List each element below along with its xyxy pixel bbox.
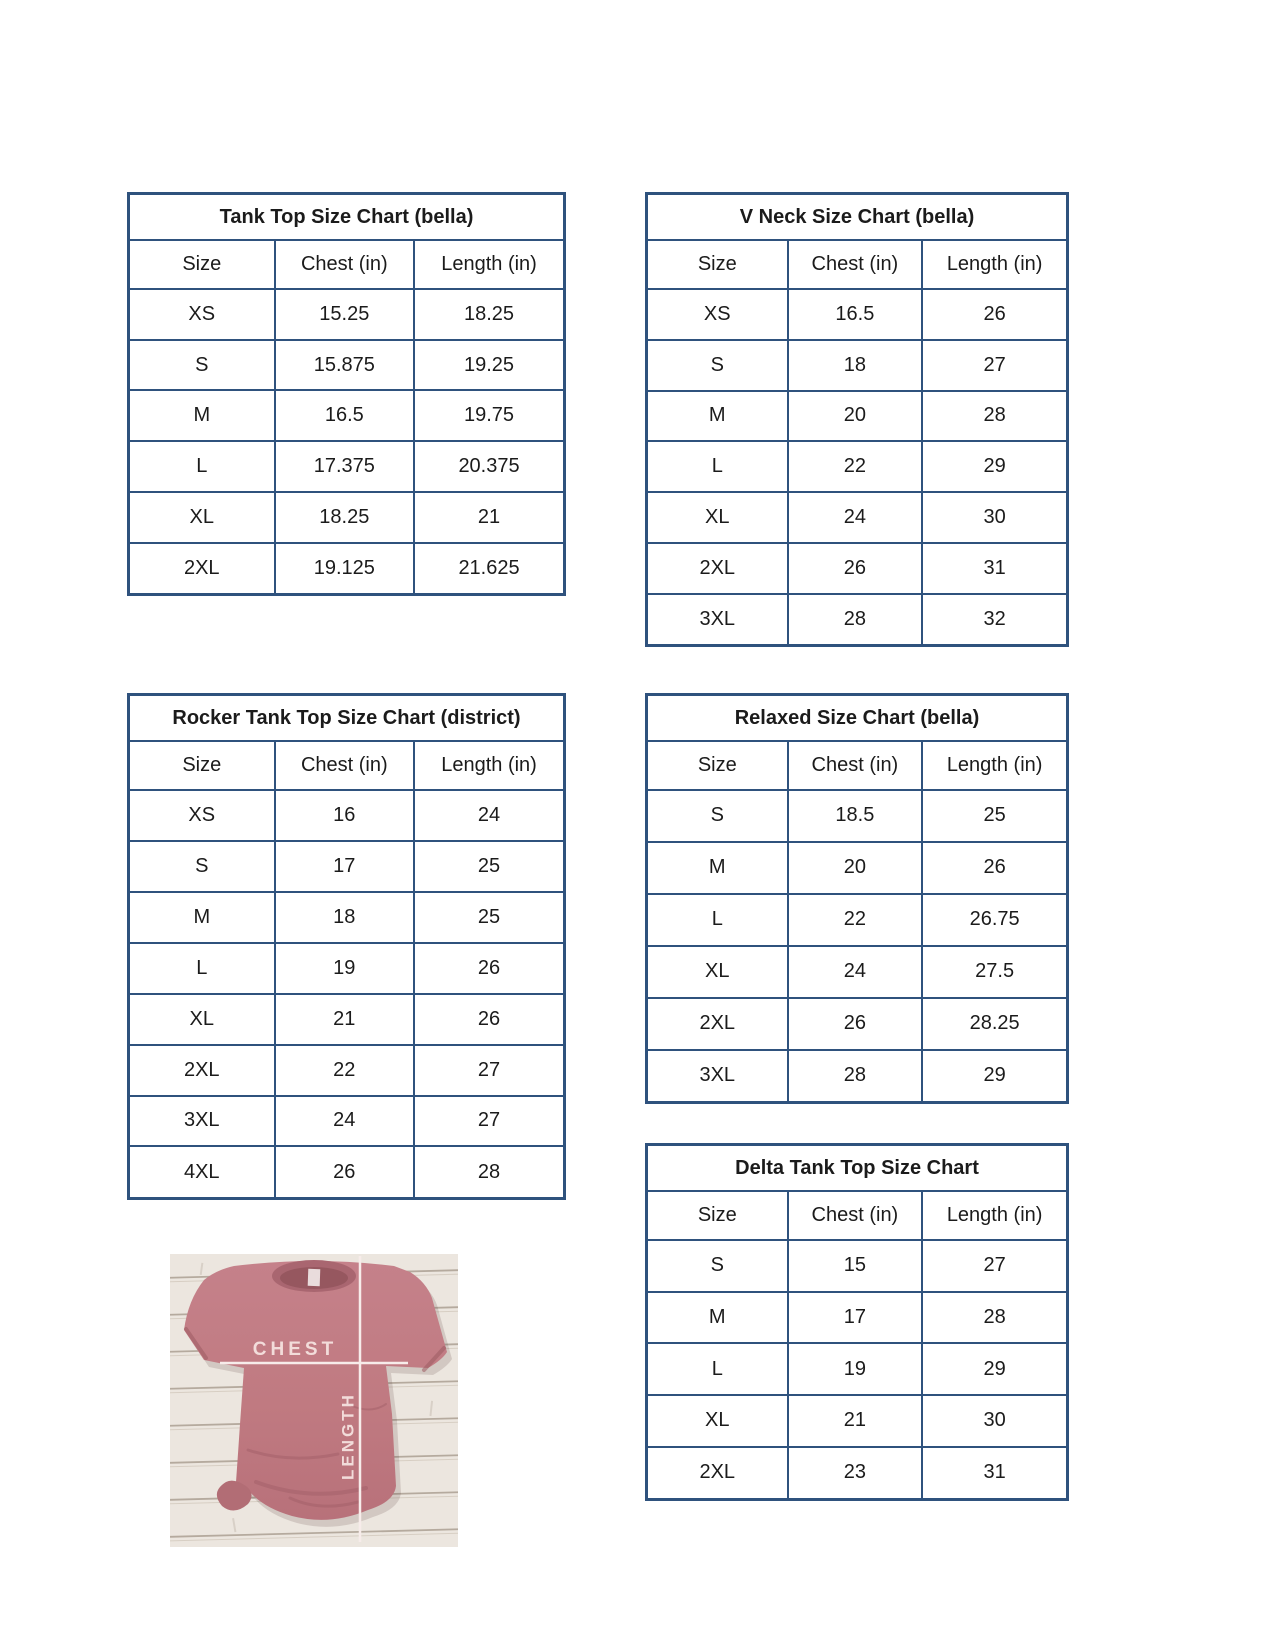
column-header: Size — [129, 741, 275, 790]
chest-label: CHEST — [252, 1339, 338, 1360]
column-header: Length (in) — [922, 741, 1067, 790]
data-cell: 29 — [922, 1050, 1067, 1103]
table-row — [647, 492, 1068, 543]
data-cell: 27 — [922, 340, 1067, 391]
column-header: Size — [647, 741, 788, 790]
data-cell: 32 — [922, 594, 1067, 646]
column-header: Size — [129, 240, 275, 289]
data-cell: 22 — [788, 441, 923, 492]
data-cell: 18 — [788, 340, 923, 391]
data-cell: XL — [647, 946, 788, 998]
data-cell: 28 — [922, 1292, 1067, 1344]
data-cell: 2XL — [129, 543, 275, 595]
data-cell: 28 — [788, 594, 923, 646]
data-cell: S — [129, 340, 275, 391]
data-cell: 24 — [275, 1096, 415, 1147]
data-cell: 17 — [788, 1292, 923, 1344]
data-cell: 17.375 — [275, 441, 415, 492]
data-cell: 28 — [922, 391, 1067, 442]
column-header: Length (in) — [414, 741, 564, 790]
table-row — [129, 1096, 565, 1147]
data-cell: S — [647, 340, 788, 391]
table-row — [129, 289, 565, 340]
v-neck-size-table — [645, 192, 1069, 647]
data-cell: 21 — [788, 1395, 923, 1447]
data-cell: 27 — [414, 1096, 564, 1147]
table-row — [129, 892, 565, 943]
tshirt-measurement-photo — [170, 1254, 458, 1547]
table-row — [647, 1343, 1068, 1395]
data-cell: 26 — [275, 1146, 415, 1198]
data-cell: 30 — [922, 1395, 1067, 1447]
data-cell: 30 — [922, 492, 1067, 543]
table-row — [129, 340, 565, 391]
data-cell: XS — [129, 790, 275, 841]
data-cell: XL — [129, 492, 275, 543]
column-header: Length (in) — [922, 240, 1067, 289]
table-title: Tank Top Size Chart (bella) — [129, 194, 565, 241]
data-cell: 29 — [922, 441, 1067, 492]
data-cell: 4XL — [129, 1146, 275, 1198]
data-cell: XL — [129, 994, 275, 1045]
data-cell: 23 — [788, 1447, 923, 1500]
data-cell: 18.25 — [275, 492, 415, 543]
data-cell: 27 — [414, 1045, 564, 1096]
table-title: V Neck Size Chart (bella) — [647, 194, 1068, 241]
column-header: Chest (in) — [788, 240, 923, 289]
data-cell: L — [647, 441, 788, 492]
relaxed-size-table — [645, 693, 1069, 1104]
data-cell: 21.625 — [414, 543, 564, 595]
data-cell: 25 — [414, 892, 564, 943]
data-cell: L — [129, 441, 275, 492]
table-row — [647, 790, 1068, 842]
data-cell: XS — [129, 289, 275, 340]
table-row — [129, 390, 565, 441]
data-cell: 19.125 — [275, 543, 415, 595]
data-cell: 3XL — [647, 594, 788, 646]
data-cell: 16.5 — [788, 289, 923, 340]
data-cell: 24 — [414, 790, 564, 841]
data-cell: 21 — [414, 492, 564, 543]
data-cell: 26 — [788, 543, 923, 594]
table-row — [647, 946, 1068, 998]
column-header: Chest (in) — [788, 1191, 923, 1240]
data-cell: 26 — [414, 994, 564, 1045]
rocker-tank-top-size-table — [127, 693, 566, 1200]
data-cell: 31 — [922, 1447, 1067, 1500]
data-cell: 18.5 — [788, 790, 923, 842]
table-row — [129, 841, 565, 892]
data-cell: 27.5 — [922, 946, 1067, 998]
data-cell: 21 — [275, 994, 415, 1045]
column-header: Chest (in) — [275, 240, 415, 289]
column-header: Chest (in) — [275, 741, 415, 790]
table-row — [647, 289, 1068, 340]
data-cell: 24 — [788, 492, 923, 543]
data-cell: 16.5 — [275, 390, 415, 441]
data-cell: 28.25 — [922, 998, 1067, 1050]
data-cell: 24 — [788, 946, 923, 998]
data-cell: 18 — [275, 892, 415, 943]
table-row — [647, 1050, 1068, 1103]
table-row — [647, 441, 1068, 492]
table-title: Delta Tank Top Size Chart — [647, 1145, 1068, 1192]
table-row — [129, 441, 565, 492]
column-header: Size — [647, 1191, 788, 1240]
data-cell: M — [647, 842, 788, 894]
data-cell: 28 — [414, 1146, 564, 1198]
table-row — [647, 543, 1068, 594]
data-cell: S — [129, 841, 275, 892]
data-cell: 20 — [788, 391, 923, 442]
data-cell: 19 — [788, 1343, 923, 1395]
data-cell: 19.75 — [414, 390, 564, 441]
data-cell: 27 — [922, 1240, 1067, 1292]
table-row — [129, 790, 565, 841]
table-row — [647, 1240, 1068, 1292]
data-cell: 19.25 — [414, 340, 564, 391]
data-cell: S — [647, 790, 788, 842]
data-cell: 16 — [275, 790, 415, 841]
column-header: Length (in) — [922, 1191, 1067, 1240]
table-row — [647, 1395, 1068, 1447]
size-table-grid — [127, 693, 566, 1200]
data-cell: 25 — [922, 790, 1067, 842]
data-cell: M — [647, 391, 788, 442]
data-cell: M — [129, 390, 275, 441]
table-title: Relaxed Size Chart (bella) — [647, 695, 1068, 742]
size-table-grid — [645, 192, 1069, 647]
table-row — [647, 894, 1068, 946]
size-table-grid — [645, 1143, 1069, 1501]
data-cell: S — [647, 1240, 788, 1292]
length-label: LENGTH — [338, 1392, 358, 1480]
table-row — [129, 994, 565, 1045]
data-cell: M — [129, 892, 275, 943]
data-cell: 22 — [275, 1045, 415, 1096]
size-table-grid — [645, 693, 1069, 1104]
column-header: Size — [647, 240, 788, 289]
data-cell: 26 — [922, 289, 1067, 340]
tank-top-size-table — [127, 192, 566, 596]
data-cell: L — [129, 943, 275, 994]
data-cell: 3XL — [647, 1050, 788, 1103]
data-cell: 15 — [788, 1240, 923, 1292]
data-cell: 2XL — [647, 543, 788, 594]
table-row — [647, 594, 1068, 646]
table-row — [647, 1292, 1068, 1344]
table-row — [647, 1447, 1068, 1500]
data-cell: 26 — [414, 943, 564, 994]
table-row — [647, 998, 1068, 1050]
data-cell: 2XL — [647, 1447, 788, 1500]
delta-tank-top-size-table — [645, 1143, 1069, 1501]
table-row — [647, 391, 1068, 442]
table-row — [129, 543, 565, 595]
column-header: Length (in) — [414, 240, 564, 289]
table-row — [647, 842, 1068, 894]
data-cell: 2XL — [129, 1045, 275, 1096]
size-table-grid — [127, 192, 566, 596]
data-cell: L — [647, 1343, 788, 1395]
data-cell: 20.375 — [414, 441, 564, 492]
table-row — [129, 1045, 565, 1096]
table-row — [129, 943, 565, 994]
data-cell: 2XL — [647, 998, 788, 1050]
tshirt-collar — [272, 1260, 356, 1292]
data-cell: 18.25 — [414, 289, 564, 340]
data-cell: 15.25 — [275, 289, 415, 340]
data-cell: 22 — [788, 894, 923, 946]
data-cell: 31 — [922, 543, 1067, 594]
table-row — [129, 1146, 565, 1198]
data-cell: XS — [647, 289, 788, 340]
column-header: Chest (in) — [788, 741, 923, 790]
table-row — [129, 492, 565, 543]
data-cell: 29 — [922, 1343, 1067, 1395]
data-cell: 17 — [275, 841, 415, 892]
data-cell: 20 — [788, 842, 923, 894]
data-cell: 26 — [788, 998, 923, 1050]
table-title: Rocker Tank Top Size Chart (district) — [129, 695, 565, 742]
table-row — [647, 340, 1068, 391]
data-cell: 28 — [788, 1050, 923, 1103]
data-cell: 25 — [414, 841, 564, 892]
data-cell: 19 — [275, 943, 415, 994]
data-cell: 3XL — [129, 1096, 275, 1147]
data-cell: M — [647, 1292, 788, 1344]
data-cell: 26.75 — [922, 894, 1067, 946]
data-cell: L — [647, 894, 788, 946]
data-cell: 26 — [922, 842, 1067, 894]
data-cell: 15.875 — [275, 340, 415, 391]
data-cell: XL — [647, 1395, 788, 1447]
data-cell: XL — [647, 492, 788, 543]
